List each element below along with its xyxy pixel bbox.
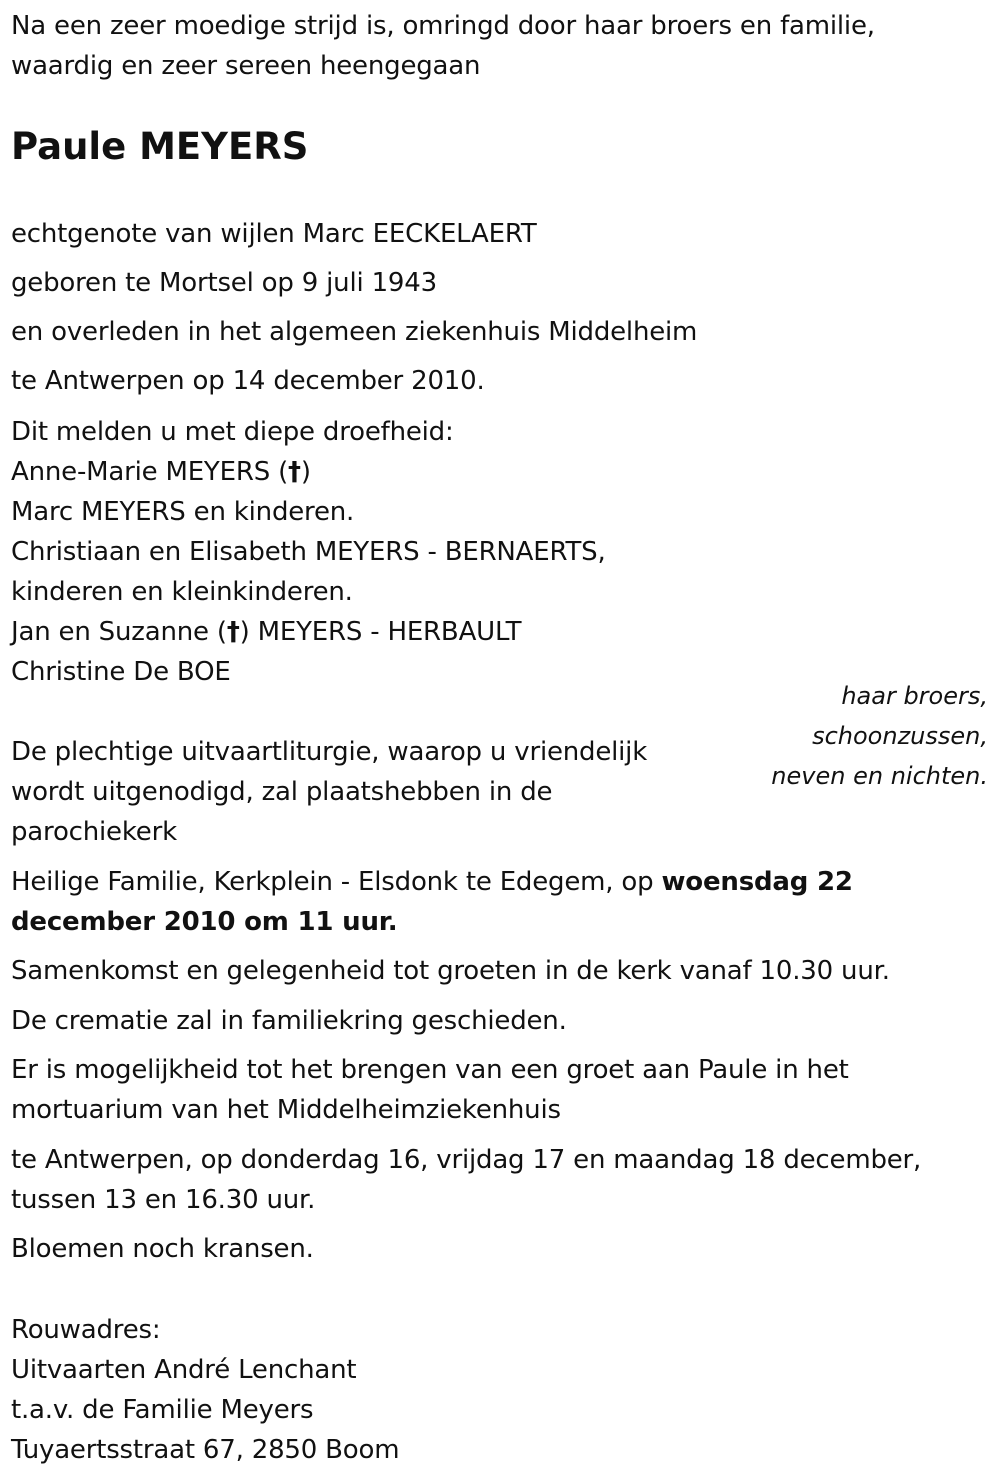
gathering-line: Samenkomst en gelegenheid tot groeten in de kerk vanaf 10.30 uur.	[11, 956, 890, 986]
visit-line-3: te Antwerpen, op donderdag 16, vrijdag 17 en maandag 18 december,	[11, 1145, 922, 1175]
address-line-3: Tuyaertsstraat 67, 2850 Boom	[11, 1435, 400, 1465]
address-line-1: Uitvaarten André Lenchant	[11, 1355, 357, 1385]
spouse-line: echtgenote van wijlen Marc EECKELAERT	[11, 219, 537, 249]
address-line-2: t.a.v. de Familie Meyers	[11, 1395, 314, 1425]
death-line-1: en overleden in het algemeen ziekenhuis Middelheim	[11, 317, 698, 347]
funeral-date-line	[11, 902, 397, 942]
intro-line-1: Na een zeer moedige strijd is, omringd door haar broers en familie,	[11, 11, 875, 41]
cross-icon: †	[226, 617, 240, 647]
deceased-name: Paule MEYERS	[11, 125, 309, 168]
intro-line-2: waardig en zeer sereen heengegaan	[11, 51, 481, 81]
cross-icon: †	[288, 457, 301, 487]
mourner-1-end: )	[300, 457, 311, 487]
funeral-line-1: De plechtige uitvaartliturgie, waarop u vriendelijk	[11, 737, 648, 767]
flowers-line: Bloemen noch kransen.	[11, 1234, 314, 1264]
mourner-6: Christine De BOE	[11, 657, 231, 687]
relation-3: neven en nichten.	[771, 762, 988, 790]
funeral-line-2: wordt uitgenodigd, zal plaatshebben in de	[11, 777, 553, 807]
death-line-2: te Antwerpen op 14 december 2010.	[11, 366, 485, 396]
cremation-line: De crematie zal in familiekring geschieden.	[11, 1006, 567, 1036]
mourner-3: Christiaan en Elisabeth MEYERS - BERNAERTS,	[11, 537, 606, 567]
mourner-2: Marc MEYERS en kinderen.	[11, 497, 355, 527]
funeral-date-part-2: december 2010 om 11 uur.	[11, 907, 398, 937]
church-location: Heilige Familie, Kerkplein - Elsdonk te Edegem, op	[11, 867, 662, 897]
visit-line-2: mortuarium van het Middelheimziekenhuis	[11, 1095, 561, 1125]
relation-1: haar broers,	[841, 682, 988, 710]
mourner-5-start: Jan en Suzanne (	[11, 617, 227, 647]
relation-2: schoonzussen,	[812, 722, 988, 750]
mourner-4: kinderen en kleinkinderen.	[11, 577, 353, 607]
funeral-date-part-1: woensdag 22	[661, 867, 853, 897]
address-label: Rouwadres:	[11, 1315, 161, 1345]
visit-line-4: tussen 13 en 16.30 uur.	[11, 1185, 316, 1215]
funeral-church-line	[11, 862, 853, 902]
mourner-5	[11, 612, 521, 652]
visit-line-1: Er is mogelijkheid tot het brengen van een groet aan Paule in het	[11, 1055, 849, 1085]
mourner-1-name: Anne-Marie MEYERS (	[11, 457, 289, 487]
announcement-intro: Dit melden u met diepe droefheid:	[11, 417, 454, 447]
funeral-line-3: parochiekerk	[11, 817, 177, 847]
mourner-5-end: ) MEYERS - HERBAULT	[239, 617, 522, 647]
birth-line: geboren te Mortsel op 9 juli 1943	[11, 268, 437, 298]
mourner-1	[11, 452, 311, 492]
